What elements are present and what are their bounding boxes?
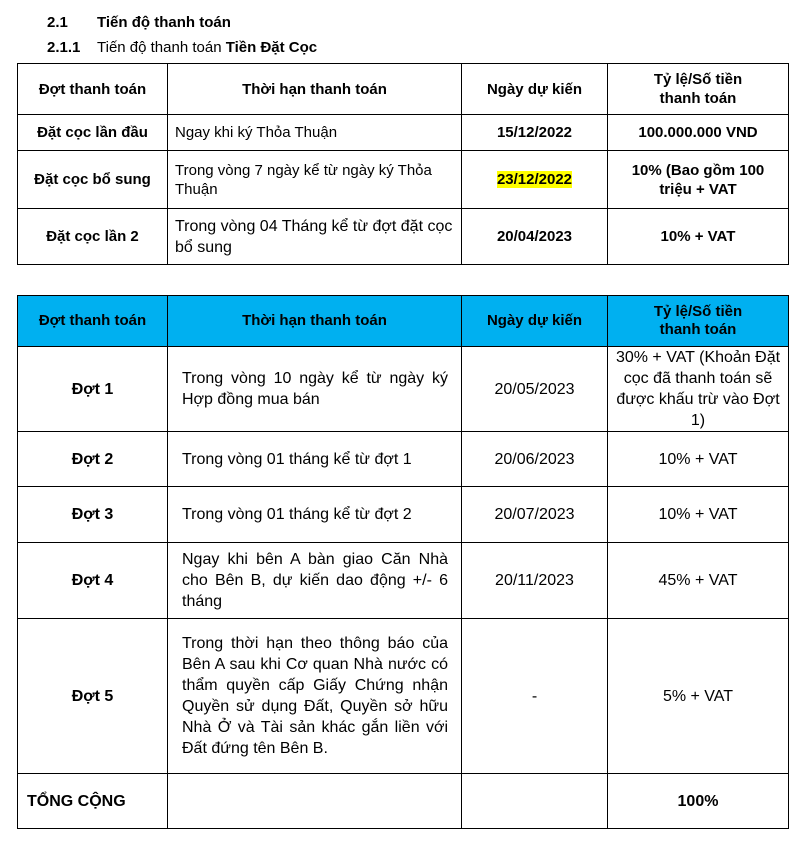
row-term: Trong vòng 01 tháng kể từ đợt 1 xyxy=(168,432,462,487)
row-term: Trong thời hạn theo thông báo của Bên A sau khi Cơ quan Nhà nước có thẩm quyền cấp Giấy Chứng nhận Quyền sử dụng Đất, Quyền sở hữu Nhà Ở và Tài sản khác gắn liền với Đất đứng tên Bên B. xyxy=(168,619,462,774)
section-heading-2-1 xyxy=(47,14,231,31)
header-cell: Thời hạn thanh toán xyxy=(168,64,462,115)
payment-schedule-table xyxy=(17,295,789,829)
row-date: 15/12/2022 xyxy=(462,115,608,151)
table-row xyxy=(18,151,789,209)
row-label: Đặt cọc lần đầu xyxy=(18,115,168,151)
row-amount: 10% + VAT xyxy=(608,487,789,543)
table-row xyxy=(18,347,789,432)
deposit-schedule-table xyxy=(17,63,789,265)
total-date xyxy=(462,774,608,829)
row-label: Đặt cọc lần 2 xyxy=(18,209,168,265)
row-term: Ngay khi bên A bàn giao Căn Nhà cho Bên B, dự kiến dao động +/- 6 tháng xyxy=(168,543,462,619)
row-date: 20/05/2023 xyxy=(462,347,608,432)
row-label: Đợt 1 xyxy=(18,347,168,432)
total-row xyxy=(18,774,789,829)
table-row xyxy=(18,209,789,265)
table-row xyxy=(18,115,789,151)
table-row xyxy=(18,619,789,774)
row-label: Đợt 5 xyxy=(18,619,168,774)
highlighted-date: 23/12/2022 xyxy=(496,171,573,188)
header-cell: Đợt thanh toán xyxy=(18,296,168,347)
row-term: Ngay khi ký Thỏa Thuận xyxy=(168,115,462,151)
row-amount: 10% + VAT xyxy=(608,209,789,265)
header-cell: Ngày dự kiến xyxy=(462,64,608,115)
header-cell: Tỷ lệ/Số tiền thanh toán xyxy=(608,296,789,347)
total-amount: 100% xyxy=(608,774,789,829)
row-label: Đợt 4 xyxy=(18,543,168,619)
row-date: 20/11/2023 xyxy=(462,543,608,619)
header-cell: Thời hạn thanh toán xyxy=(168,296,462,347)
section-heading-2-1-1 xyxy=(47,39,317,56)
row-amount: 30% + VAT (Khoản Đặt cọc đã thanh toán sẽ được khấu trừ vào Đợt 1) xyxy=(608,347,789,432)
row-term: Trong vòng 10 ngày kể từ ngày ký Hợp đồng mua bán xyxy=(168,347,462,432)
table-row xyxy=(18,487,789,543)
row-amount: 45% + VAT xyxy=(608,543,789,619)
row-date: - xyxy=(462,619,608,774)
row-label: Đặt cọc bổ sung xyxy=(18,151,168,209)
table-row xyxy=(18,543,789,619)
row-term: Trong vòng 7 ngày kể từ ngày ký Thỏa Thuận xyxy=(168,151,462,209)
table-row xyxy=(18,432,789,487)
row-amount: 10% + VAT xyxy=(608,432,789,487)
row-date: 20/07/2023 xyxy=(462,487,608,543)
row-term: Trong vòng 04 Tháng kể từ đợt đặt cọc bổ sung xyxy=(168,209,462,265)
table-header-row xyxy=(18,64,789,115)
row-label: Đợt 3 xyxy=(18,487,168,543)
table-header-row xyxy=(18,296,789,347)
row-term: Trong vòng 01 tháng kể từ đợt 2 xyxy=(168,487,462,543)
section-number: 2.1 xyxy=(47,14,68,31)
row-date xyxy=(462,151,608,209)
subsection-title-bold: Tiền Đặt Cọc xyxy=(225,39,318,56)
total-term xyxy=(168,774,462,829)
header-cell: Ngày dự kiến xyxy=(462,296,608,347)
subsection-number: 2.1.1 xyxy=(47,39,81,56)
header-cell: Đợt thanh toán xyxy=(18,64,168,115)
subsection-title-prefix: Tiến độ thanh toán xyxy=(97,39,222,56)
section-title: Tiến độ thanh toán xyxy=(97,14,231,31)
row-amount: 10% (Bao gồm 100 triệu + VAT xyxy=(608,151,789,209)
row-amount: 100.000.000 VND xyxy=(608,115,789,151)
total-label: TỔNG CỘNG xyxy=(18,774,168,829)
row-label: Đợt 2 xyxy=(18,432,168,487)
row-date: 20/04/2023 xyxy=(462,209,608,265)
header-cell: Tỷ lệ/Số tiền thanh toán xyxy=(608,64,789,115)
row-date: 20/06/2023 xyxy=(462,432,608,487)
row-amount: 5% + VAT xyxy=(608,619,789,774)
